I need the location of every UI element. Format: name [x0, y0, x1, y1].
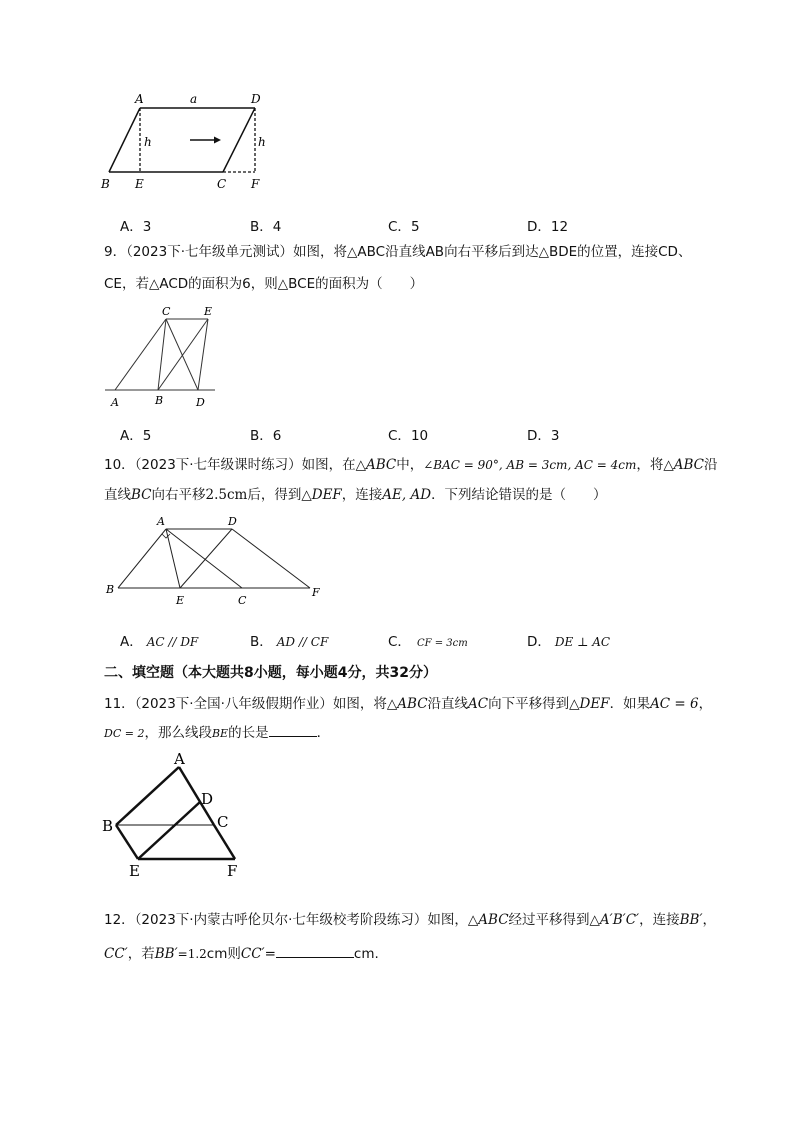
- option-text: 4: [272, 219, 282, 235]
- math-expr: △A′B′C′: [589, 912, 640, 928]
- q9-cb: [158, 319, 166, 390]
- q10-ab: [118, 529, 166, 588]
- q9-ed: [198, 319, 208, 390]
- q12-line1: [104, 910, 716, 930]
- option-text: 3: [550, 428, 560, 444]
- q10-df: [232, 529, 310, 588]
- q11-be: [116, 825, 138, 859]
- question-text: CE，若△ACD的面积为6，则△BCE的面积为（ ）: [104, 276, 424, 292]
- q10-label-B: B: [106, 583, 115, 596]
- option-letter: A．: [120, 428, 143, 444]
- q10-right-angle-mark: [162, 534, 170, 538]
- math-expr: ∠BAC = 90°, AB = 3cm, AC = 4cm: [423, 458, 637, 472]
- question-text: 经过平移得到: [508, 912, 590, 928]
- option-text: 10: [410, 428, 429, 444]
- math-expr: △ABC: [663, 457, 704, 473]
- math-expr: △ABC: [386, 696, 428, 712]
- q8-cd: [223, 108, 255, 172]
- q9-label-E: E: [204, 305, 213, 318]
- math-expr: △ABC: [355, 457, 397, 473]
- question-text: 如图，将△ABC沿直线AB向右平移后到达△BDE的位置，连接CD、: [293, 244, 692, 260]
- q9-option-c: [388, 424, 428, 444]
- q9-option-b: [250, 424, 281, 444]
- question-text: ．: [316, 725, 331, 741]
- option-letter: C．: [388, 428, 411, 444]
- q10-label-E: E: [176, 594, 185, 607]
- q10-option-d: [527, 630, 610, 650]
- q10-label-C: C: [238, 594, 247, 607]
- q8-label-A: A: [135, 92, 144, 106]
- q9-line2: [104, 274, 423, 294]
- q11-label-B: B: [102, 817, 114, 835]
- math-expr: =1.2: [177, 947, 207, 961]
- q11-line1: [104, 694, 712, 714]
- q11-de: [138, 802, 200, 859]
- section-title: 二、填空题（本大题共8小题，每小题4分，共32分）: [104, 665, 437, 681]
- question-number: 10．: [104, 457, 135, 473]
- q8-label-a: a: [190, 92, 198, 106]
- q10-label-F: F: [312, 586, 320, 599]
- question-source: （2023下·七年级单元测试）: [126, 244, 293, 260]
- question-text: ，那么线段: [144, 725, 212, 741]
- question-text: =: [264, 946, 276, 962]
- math-expr: 2.5cm: [205, 487, 248, 503]
- q10-option-c: [388, 630, 468, 650]
- q8-arrow-head: [214, 137, 221, 144]
- q8-label-B: B: [101, 177, 110, 191]
- q9-be: [158, 319, 208, 390]
- option-text: 3: [142, 219, 152, 235]
- question-text: cm则: [206, 946, 241, 962]
- question-number: 12．: [104, 912, 135, 928]
- q10-line1: [104, 455, 717, 475]
- option-letter: D．: [527, 634, 551, 650]
- q11-figure: [96, 752, 256, 882]
- question-text: 向下平移得到: [488, 696, 570, 712]
- option-text: AC // DF: [146, 635, 199, 649]
- q9-option-a: [120, 424, 151, 444]
- q10-label-D: D: [228, 515, 237, 528]
- q10-de: [180, 529, 232, 588]
- option-text: AD // CF: [276, 635, 329, 649]
- option-letter: A．: [120, 634, 143, 650]
- math-expr: BE: [211, 727, 229, 740]
- question-source: （2023下·内蒙古呼伦贝尔·七年级校考阶段练习）: [134, 912, 428, 928]
- q8-option-c: [388, 215, 420, 235]
- q9-label-A: A: [111, 396, 119, 409]
- answer-blank[interactable]: [276, 943, 354, 958]
- question-text: 沿: [703, 457, 718, 473]
- q8-label-D: D: [251, 92, 261, 106]
- q8-label-h-right: h: [258, 135, 266, 149]
- question-text: 中，: [396, 457, 424, 473]
- q11-line2: [104, 722, 330, 744]
- option-letter: D．: [527, 219, 551, 235]
- q11-ab: [116, 767, 179, 825]
- math-expr: CC′: [104, 946, 128, 962]
- option-text: 5: [142, 428, 152, 444]
- q8-label-h-left: h: [144, 135, 152, 149]
- q10-figure: [100, 512, 330, 608]
- q11-label-A: A: [174, 752, 185, 768]
- q9-label-B: B: [155, 394, 164, 407]
- option-letter: D．: [527, 428, 551, 444]
- question-text: 直线: [104, 487, 131, 503]
- q11-label-D: D: [201, 790, 214, 808]
- question-text: ．如果: [609, 696, 651, 712]
- q9-ac: [115, 319, 166, 390]
- math-expr: △DEF: [301, 487, 342, 503]
- question-text: 如图，在: [301, 457, 356, 473]
- q8-option-d: [527, 215, 568, 235]
- q8-option-b: [250, 215, 281, 235]
- question-number: 11．: [104, 696, 135, 712]
- math-expr: AC: [468, 696, 489, 712]
- q8-option-a: [120, 215, 151, 235]
- math-expr: DC = 2: [104, 727, 145, 740]
- q9-figure: [100, 302, 230, 412]
- question-text: ．下列结论错误的是（ ）: [431, 487, 607, 503]
- option-text: 12: [550, 219, 569, 235]
- answer-blank[interactable]: [269, 722, 317, 737]
- q8-figure: [95, 88, 285, 198]
- math-expr: △ABC: [467, 912, 509, 928]
- q8-label-C: C: [217, 177, 227, 191]
- option-letter: B．: [250, 428, 273, 444]
- q11-label-E: E: [129, 862, 140, 880]
- question-text: ，连接: [341, 487, 383, 503]
- question-text: 向右平移: [151, 487, 206, 503]
- q9-option-d: [527, 424, 560, 444]
- question-text: ，连接: [639, 912, 680, 928]
- question-text: 后，得到: [247, 487, 302, 503]
- question-text: ，: [698, 696, 713, 712]
- question-number: 9．: [104, 244, 127, 260]
- question-text: cm.: [353, 946, 379, 962]
- option-text: CF = 3cm: [416, 638, 468, 649]
- question-text: 如图，: [427, 912, 468, 928]
- question-source: （2023下·七年级课时练习）: [134, 457, 302, 473]
- q9-cd: [166, 319, 198, 390]
- option-letter: B．: [250, 219, 273, 235]
- q11-label-C: C: [217, 813, 229, 831]
- q8-ab: [109, 108, 140, 172]
- q8-label-F: F: [251, 177, 260, 191]
- q9-label-C: C: [162, 305, 171, 318]
- math-expr: BB′: [154, 946, 178, 962]
- math-expr: AE, AD: [382, 487, 432, 503]
- question-text: 如图，将: [332, 696, 387, 712]
- question-source: （2023下·全国·八年级假期作业）: [134, 696, 333, 712]
- question-text: ，: [702, 912, 717, 928]
- q12-line2: [104, 943, 379, 964]
- math-expr: AC = 6: [650, 696, 699, 712]
- q9-label-D: D: [196, 396, 205, 409]
- option-text: 5: [410, 219, 420, 235]
- question-text: ，若: [127, 946, 155, 962]
- q10-line2: [104, 485, 607, 505]
- math-expr: BB′: [679, 912, 703, 928]
- option-text: DE ⊥ AC: [554, 635, 611, 649]
- q10-label-A: A: [157, 515, 165, 528]
- math-expr: BC: [131, 487, 152, 503]
- q10-option-b: [250, 630, 328, 650]
- option-letter: A．: [120, 219, 143, 235]
- option-text: 6: [272, 428, 282, 444]
- question-text: 沿直线: [427, 696, 469, 712]
- math-expr: △DEF: [569, 696, 610, 712]
- question-text: ，将: [636, 457, 664, 473]
- option-letter: B．: [250, 634, 273, 650]
- q11-label-F: F: [227, 862, 238, 880]
- question-text: 的长是: [228, 725, 269, 741]
- option-letter: C．: [388, 634, 411, 650]
- q10-option-a: [120, 630, 198, 650]
- q9-line1: [104, 242, 691, 262]
- q8-label-E: E: [135, 177, 144, 191]
- option-letter: C．: [388, 219, 411, 235]
- math-expr: CC′: [240, 946, 265, 962]
